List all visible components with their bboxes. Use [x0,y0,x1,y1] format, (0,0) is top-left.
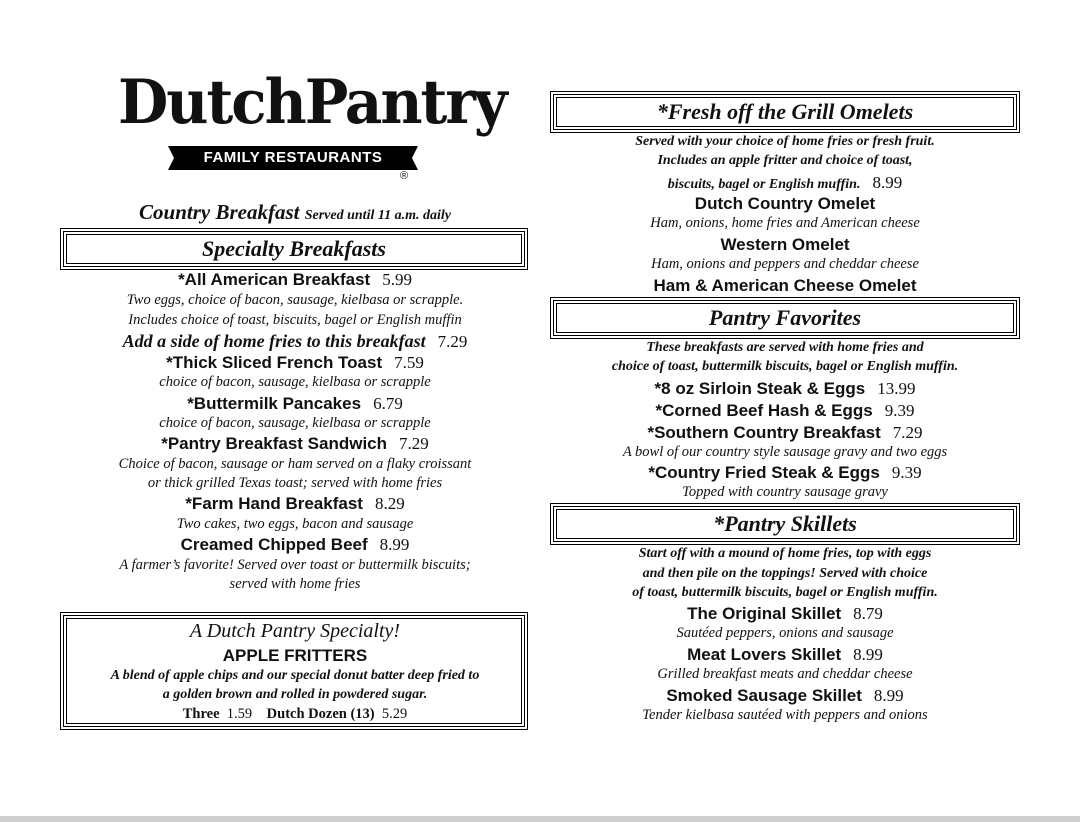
item-description: Two cakes, two eggs, bacon and sausage [176,516,414,532]
item-name: *8 oz Sirloin Steak & Eggs [654,379,866,398]
item-price: 5.99 [382,270,412,289]
item-name: *Pantry Breakfast Sandwich [161,434,388,453]
country-breakfast-heading [60,200,530,225]
item-description: Ham, onions and peppers and cheddar cheese [651,256,919,272]
item-description: Choice of bacon, sausage or ham served on a flaky croissant [118,456,472,472]
item-description: Sautéed peppers, onions and sausage [676,625,894,641]
item-name: *Farm Hand Breakfast [185,494,363,513]
item-name: Add a side of home fries to this breakfast [122,331,426,351]
item-description: Tender kielbasa sautéed with peppers and onions [642,707,928,723]
skillets-menu-item [550,645,1020,665]
item-description: Ham, onions, home fries and American cheese [650,215,920,231]
item-price: 7.59 [394,353,424,372]
omelets-menu-item [550,235,1020,255]
fritters-desc-1: A blend of apple chips and our special donut batter deep fried to [110,668,480,683]
fritters-desc-2: a golden brown and rolled in powdered sugar. [162,687,428,702]
fritter-three-price: 1.59 [226,706,253,722]
item-price: 8.99 [873,686,904,705]
item-name: Creamed Chipped Beef [180,535,368,554]
item-price: 7.29 [892,423,923,442]
item-description: choice of bacon, sausage, kielbasa or scrapple [159,415,431,431]
item-name: *Buttermilk Pancakes [187,394,362,413]
item-description: A farmer’s favorite! Served over toast or buttermilk biscuits; [119,557,471,573]
omelets-intro-line: Served with your choice of home fries or fresh fruit. [635,134,935,149]
item-price: 8.29 [374,494,405,513]
specialty-menu-item [60,394,530,414]
specialty-menu-item [60,331,530,352]
item-name: *Corned Beef Hash & Eggs [655,401,873,420]
favorites-menu-item [550,379,1020,399]
specialty-menu-item [60,353,530,373]
fritter-option-three: Three [182,706,220,722]
omelets-menu-item [550,194,1020,214]
specialty-menu-item [60,535,530,555]
item-name: *Southern Country Breakfast [647,423,881,442]
logo-tagline: FAMILY RESTAURANTS [203,149,383,166]
served-until-note: Served until 11 a.m. daily [304,208,451,223]
favorites-intro-line: These breakfasts are served with home fries and [646,340,924,355]
logo-wordmark: DutchPantry [118,66,506,138]
skillets-intro-line: of toast, buttermilk biscuits, bagel or English muffin. [632,585,938,600]
favorites-menu-item [550,401,1020,421]
fritter-option-dozen: Dutch Dozen (13) [266,706,375,722]
item-price: 7.29 [399,434,429,453]
skillets-menu-item [550,686,1020,706]
item-price: 6.79 [373,394,403,413]
item-name: Meat Lovers Skillet [687,645,842,664]
item-name: Ham & American Cheese Omelet [653,276,917,295]
fritters-header: A Dutch Pantry Specialty! [189,620,401,642]
pantry-skillets-header: *Pantry Skillets [713,511,857,536]
item-description: Includes choice of toast, biscuits, bagel or English muffin [128,312,462,328]
item-description: choice of bacon, sausage, kielbasa or scrapple [159,374,431,390]
omelets-header: *Fresh off the Grill Omelets [656,99,914,124]
bottom-edge-bar [0,816,1080,822]
item-price: 8.79 [853,604,883,623]
item-name: The Original Skillet [687,604,842,623]
item-price: 8.99 [379,535,410,554]
apple-fritters-title: APPLE FRITTERS [222,646,368,665]
item-price: 7.29 [437,332,468,351]
item-description: Two eggs, choice of bacon, sausage, kielbasa or scrapple. [126,292,464,308]
item-description: or thick grilled Texas toast; served with home fries [147,475,443,491]
fritter-dozen-price: 5.29 [381,706,408,722]
specialty-breakfasts-header: Specialty Breakfasts [202,236,386,261]
omelets-intro-line: Includes an apple fritter and choice of toast, [657,153,913,168]
item-name: *Thick Sliced French Toast [166,353,383,372]
skillets-menu-item [550,604,1020,624]
pantry-favorites-header: Pantry Favorites [708,305,862,330]
country-breakfast-title: Country Breakfast [139,200,300,224]
item-description: A bowl of our country style sausage gravy and two eggs [622,444,948,460]
item-name: *Country Fried Steak & Eggs [648,463,880,482]
specialty-menu-item [60,270,530,290]
logo-registered-mark: ® [400,170,409,182]
item-price: 8.99 [853,645,883,664]
skillets-intro-line: Start off with a mound of home fries, top with eggs [638,546,932,561]
intro-text: biscuits, bagel or English muffin. [667,177,861,192]
specialty-menu-item [60,494,530,514]
favorites-intro-line: choice of toast, buttermilk biscuits, bagel or English muffin. [611,359,959,374]
omelets-menu-item [550,276,1020,296]
specialty-menu-item [60,434,530,454]
item-name: Dutch Country Omelet [694,194,876,213]
fritters-prices [60,706,530,723]
dutch-pantry-logo [118,66,506,184]
item-description: served with home fries [229,576,361,592]
omelets-intro-line [550,173,1020,193]
item-name: *All American Breakfast [178,270,371,289]
skillets-intro-line: and then pile on the toppings! Served with choice [642,566,928,581]
favorites-menu-item [550,463,1020,483]
item-price: 13.99 [877,379,916,398]
item-description: Grilled breakfast meats and cheddar cheese [657,666,913,682]
item-price: 9.39 [884,401,915,420]
favorites-menu-item [550,423,1020,443]
item-name: Western Omelet [720,235,850,254]
omelet-price: 8.99 [872,173,903,192]
item-description: Topped with country sausage gravy [682,484,888,500]
item-price: 9.39 [891,463,922,482]
item-name: Smoked Sausage Skillet [666,686,862,705]
